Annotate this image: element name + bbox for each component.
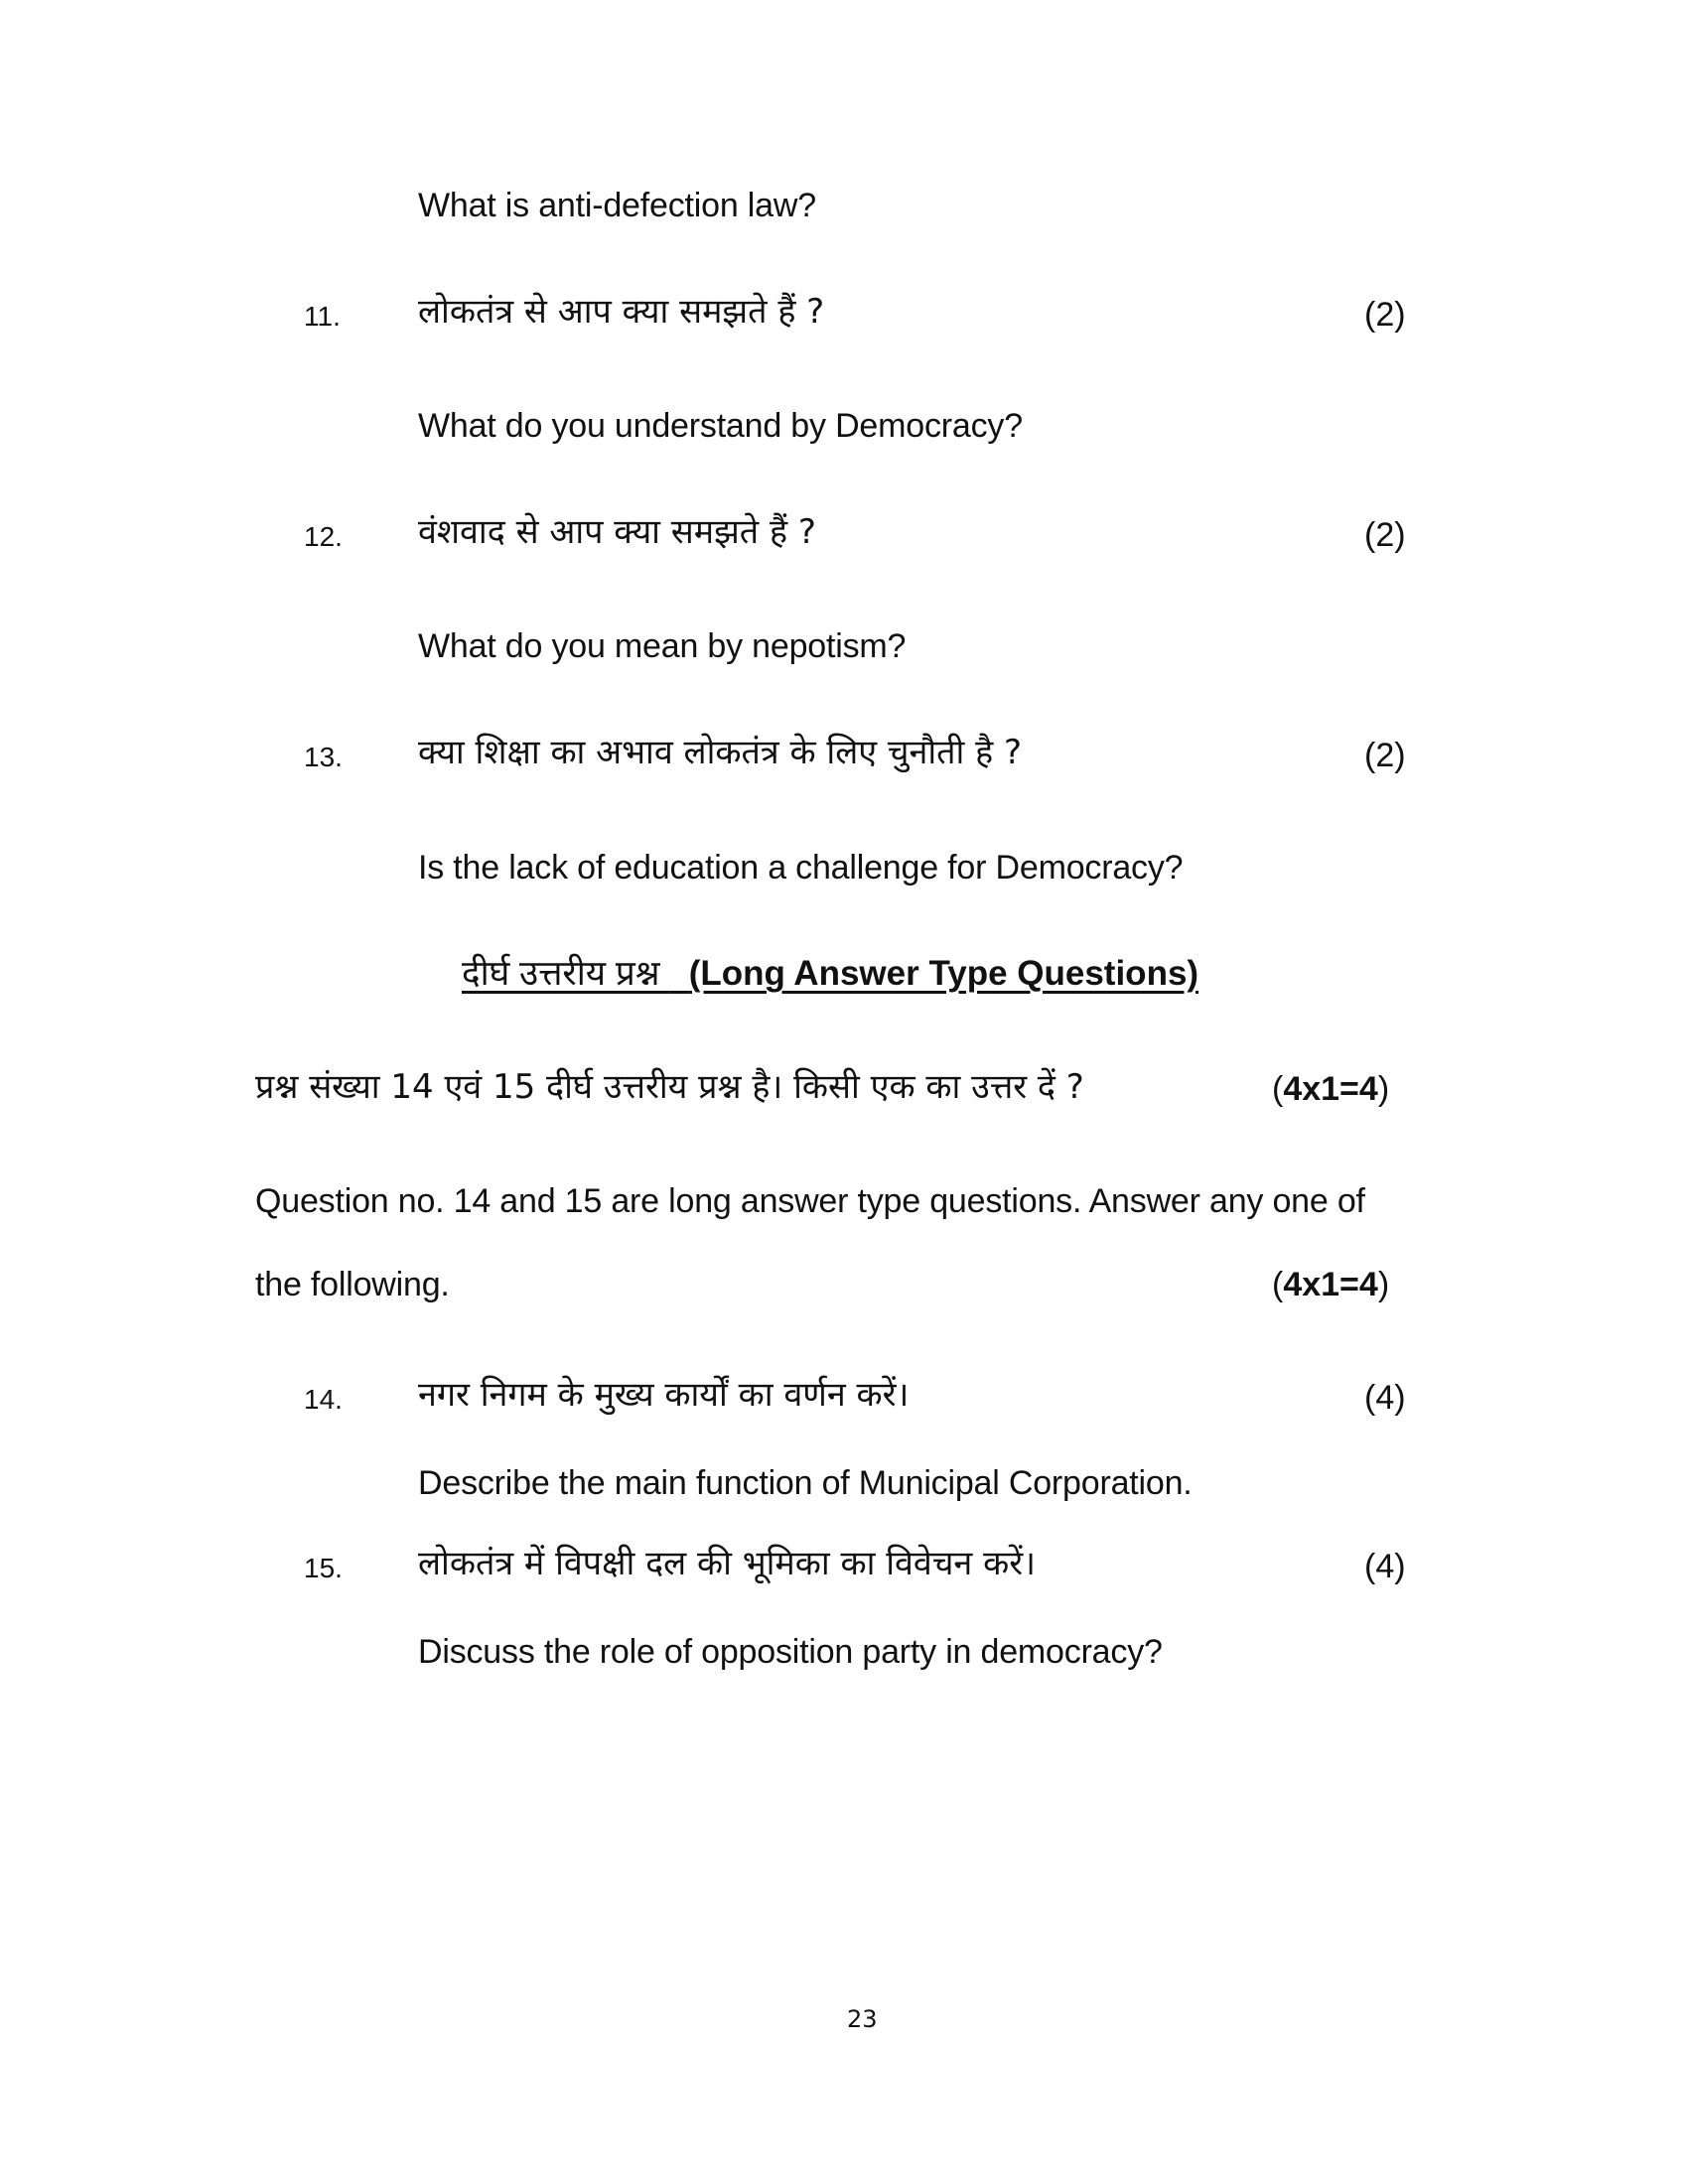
marks-value: 4x1=4 bbox=[1283, 1070, 1378, 1108]
instructions-hindi: प्रश्न संख्या 14 एवं 15 दीर्घ उत्तरीय प्रश्न है। किसी एक का उत्तर दें ? bbox=[255, 1067, 1084, 1107]
question-english: What do you mean by nepotism? bbox=[418, 627, 907, 665]
question-hindi: लोकतंत्र से आप क्या समझते हैं ? bbox=[418, 292, 825, 332]
instructions-english-line1: Question no. 14 and 15 are long answer type questions. Answer any one of bbox=[255, 1182, 1365, 1220]
question-hindi: क्या शिक्षा का अभाव लोकतंत्र के लिए चुनौती है ? bbox=[418, 733, 1023, 772]
question-english: Discuss the role of opposition party in democracy? bbox=[418, 1633, 1163, 1671]
question-number: 11. bbox=[304, 301, 341, 332]
question-marks: (2) bbox=[1364, 296, 1406, 334]
question-english: What do you understand by Democracy? bbox=[418, 407, 1023, 445]
question-marks: (2) bbox=[1364, 737, 1406, 774]
question-english: Is the lack of education a challenge for Democracy? bbox=[418, 849, 1184, 887]
question-number: 12. bbox=[304, 521, 343, 552]
section-heading-english: (Long Answer Type Questions) bbox=[688, 954, 1199, 993]
marks-value: 4x1=4 bbox=[1283, 1266, 1378, 1303]
question-marks: (4) bbox=[1364, 1379, 1406, 1417]
question-hindi: नगर निगम के मुख्य कार्यों का वर्णन करें। bbox=[418, 1375, 910, 1415]
question-marks: (2) bbox=[1364, 516, 1406, 554]
section-heading bbox=[462, 956, 1198, 991]
instructions-hindi-marks bbox=[1272, 1072, 1389, 1106]
question-number: 15. bbox=[304, 1553, 343, 1583]
instructions-english-marks bbox=[1272, 1268, 1389, 1301]
paren-open: ( bbox=[1272, 1070, 1284, 1108]
paren-close: ) bbox=[1377, 1266, 1390, 1303]
prev-question-english: What is anti-defection law? bbox=[418, 187, 816, 224]
question-english: Describe the main function of Municipal Corporation. bbox=[418, 1464, 1193, 1502]
section-heading-hindi: दीर्घ उत्तरीय प्रश्न bbox=[462, 954, 660, 993]
question-number: 14. bbox=[304, 1384, 343, 1415]
paren-close: ) bbox=[1377, 1070, 1390, 1108]
paren-open: ( bbox=[1272, 1266, 1284, 1303]
question-hindi: लोकतंत्र में विपक्षी दल की भूमिका का विवेचन करें। bbox=[418, 1544, 1036, 1583]
question-hindi: वंशवाद से आप क्या समझते हैं ? bbox=[418, 512, 816, 552]
page-number: 23 bbox=[847, 2005, 878, 2033]
question-marks: (4) bbox=[1364, 1548, 1406, 1585]
question-number: 13. bbox=[304, 742, 343, 772]
instructions-english-line2: the following. bbox=[255, 1266, 450, 1303]
